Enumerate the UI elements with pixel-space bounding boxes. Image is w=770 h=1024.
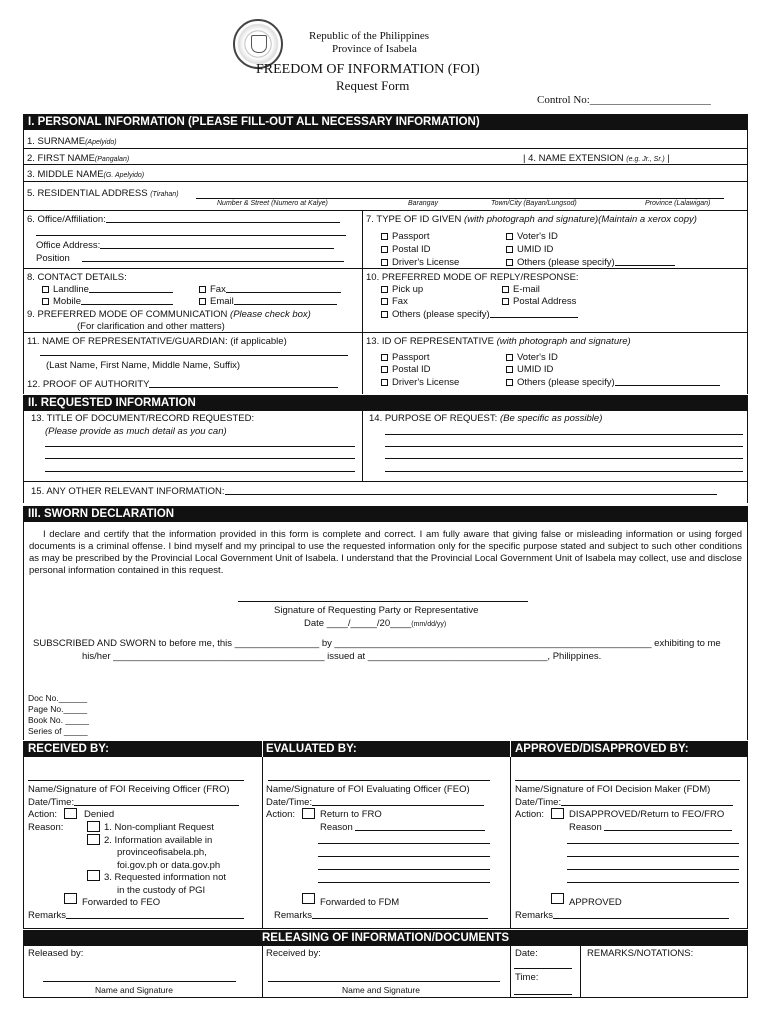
fdm-reason-line[interactable] [567, 869, 739, 870]
contact-label: 8. CONTACT DETAILS: [27, 272, 127, 283]
checkbox-icon [381, 233, 388, 240]
id-postal[interactable]: Postal ID [381, 244, 431, 255]
rep-id-others[interactable]: Others (please specify) [506, 377, 720, 388]
reason-2-label: 2. Information available in [104, 835, 213, 846]
form-subtitle: Request Form [336, 78, 410, 93]
fdm-signature-label: Name/Signature of FOI Decision Maker (FDM) [515, 784, 711, 795]
disapproved-checkbox[interactable] [551, 808, 564, 819]
approved-by-heading: APPROVED/DISAPPROVED BY: [515, 743, 689, 755]
rep-id-voters[interactable]: Voter's ID [506, 352, 558, 363]
return-fro-checkbox[interactable] [302, 808, 315, 819]
reason-3-sub: in the custody of PGI [117, 885, 206, 896]
rep-id-passport[interactable]: Passport [381, 352, 430, 363]
office-label[interactable]: 6. Office/Affiliation: [27, 214, 340, 225]
name-extension-label[interactable]: | 4. NAME EXTENSION (e.g. Jr., Sr.) | [523, 153, 670, 164]
reply-email[interactable]: E-mail [502, 284, 540, 295]
checkbox-icon [381, 366, 388, 373]
republic-line: Republic of the Philippines [309, 30, 430, 42]
rep-id-umid[interactable]: UMID ID [506, 364, 553, 375]
feo-signature-label: Name/Signature of FOI Evaluating Officer (FEO) [266, 784, 470, 795]
fdm-remarks[interactable]: Remarks [515, 910, 729, 921]
fax-field[interactable]: Fax [199, 284, 341, 295]
middle-name-label[interactable]: 3. MIDDLE NAME(G. Apelyido) [27, 169, 145, 180]
received-name-caption: Name and Signature [342, 985, 420, 995]
id-drivers-license[interactable]: Driver's License [381, 257, 459, 268]
sworn-line-2[interactable]: his/her ________________________________________ issued at __________________________________, Philippines. [82, 651, 602, 662]
first-name-label[interactable]: 2. FIRST NAME(Pangalan) [27, 153, 130, 164]
landline-field[interactable]: Landline [42, 284, 173, 295]
doc-title-hint: (Please provide as much detail as you can) [45, 426, 227, 437]
feo-datetime[interactable]: Date/Time: [266, 797, 484, 808]
form-title: FREEDOM OF INFORMATION (FOI) [256, 62, 480, 77]
release-time-label: Time: [515, 972, 539, 983]
doc-line[interactable] [45, 458, 355, 459]
surname-label[interactable]: 1. SURNAME(Apelyido) [27, 136, 117, 147]
office-address-label[interactable]: Office Address: [36, 240, 334, 251]
forward-fdm-checkbox[interactable] [302, 893, 315, 904]
denied-checkbox[interactable] [64, 808, 77, 819]
feo-reason-line[interactable] [318, 869, 490, 870]
series-of[interactable]: Series of _____ [28, 726, 88, 736]
checkbox-icon [381, 286, 388, 293]
reason-1-checkbox[interactable] [87, 821, 100, 832]
reply-others[interactable]: Others (please specify) [381, 309, 578, 320]
position-label[interactable]: Position [36, 253, 344, 264]
declaration-date[interactable]: Date ____/_____/20____(mm/dd/yy) [304, 618, 447, 629]
email-field[interactable]: Email [199, 296, 337, 307]
checkbox-icon [381, 259, 388, 266]
fro-action-label: Action: [28, 809, 58, 820]
reason-1-label: 1. Non-compliant Request [104, 822, 214, 833]
signature-caption: Signature of Requesting Party or Representative [274, 605, 479, 616]
reason-2-checkbox[interactable] [87, 834, 100, 845]
addr-street-caption: Number & Street (Numero at Kalye) [217, 200, 328, 207]
doc-title-label: 13. TITLE OF DOCUMENT/RECORD REQUESTED: [31, 413, 255, 424]
release-time-line[interactable] [514, 994, 572, 995]
feo-reason-line[interactable] [318, 856, 490, 857]
checkbox-icon [502, 286, 509, 293]
fdm-datetime[interactable]: Date/Time: [515, 797, 733, 808]
doc-line[interactable] [45, 471, 355, 472]
feo-reason-line[interactable] [318, 882, 490, 883]
book-no[interactable]: Book No. _____ [28, 715, 89, 725]
approved-checkbox[interactable] [551, 893, 564, 904]
id-umid[interactable]: UMID ID [506, 244, 553, 255]
address-label[interactable]: 5. RESIDENTIAL ADDRESS (Tirahan) [27, 188, 179, 199]
feo-reason[interactable]: Reason [320, 822, 485, 833]
province-line: Province of Isabela [332, 43, 417, 55]
feo-remarks[interactable]: Remarks [274, 910, 488, 921]
release-date-label: Date: [515, 948, 538, 959]
purpose-line[interactable] [385, 458, 743, 459]
reason-2-site-1: provinceofisabela.ph, [117, 847, 207, 858]
checkbox-icon [381, 298, 388, 305]
sworn-line-1[interactable]: SUBSCRIBED AND SWORN to before me, this ________________ by ____________________________________________________________ exhibiting to me [33, 638, 721, 649]
reply-postal[interactable]: Postal Address [502, 296, 576, 307]
section-personal-info: I. PERSONAL INFORMATION (PLEASE FILL-OUT ALL NECESSARY INFORMATION) [23, 114, 748, 130]
released-by-line[interactable] [43, 981, 236, 982]
reason-3-checkbox[interactable] [87, 870, 100, 881]
return-fro-label: Return to FRO [320, 809, 382, 820]
checkbox-icon [506, 259, 513, 266]
addr-city-caption: Town/City (Bayan/Lungsod) [491, 200, 577, 207]
section-sworn-declaration: III. SWORN DECLARATION [23, 506, 748, 522]
reply-pickup[interactable]: Pick up [381, 284, 423, 295]
checkbox-icon [506, 366, 513, 373]
other-info-label[interactable]: 15. ANY OTHER RELEVANT INFORMATION: [31, 486, 717, 497]
section-releasing: RELEASING OF INFORMATION/DOCUMENTS [23, 930, 748, 946]
doc-line[interactable] [45, 446, 355, 447]
rep-id-label: 13. ID OF REPRESENTATIVE (with photograph and signature) [366, 336, 631, 347]
mobile-field[interactable]: Mobile [42, 296, 173, 307]
fdm-reason-line[interactable] [567, 856, 739, 857]
comm-pref-label: 9. PREFERRED MODE OF COMMUNICATION (Please check box) [27, 309, 311, 320]
declaration-text: I declare and certify that the information provided in this form is complete and correct. I am fully aware that giving false or misleading information or using forged documents is a criminal offense. I bind myself and my principal to use the requested information only for the specific purpose stated and subject to such other conditions as may be prescribed by the Provincial Local Government Unit of Isabela. I understand that the Provincial Local Government Unit of Isabela may collect, use and disclose personal information contained in this request. [29, 529, 742, 576]
received-by-line[interactable] [268, 981, 500, 982]
reply-fax[interactable]: Fax [381, 296, 408, 307]
fdm-reason[interactable]: Reason [569, 822, 732, 833]
id-passport[interactable]: Passport [381, 231, 430, 242]
checkbox-icon [42, 298, 49, 305]
reason-2-site-2: foi.gov.ph or data.gov.ph [117, 860, 221, 871]
reply-pref-label: 10. PREFERRED MODE OF REPLY/RESPONSE: [366, 272, 579, 283]
evaluated-by-heading: EVALUATED BY: [266, 743, 357, 755]
page-no[interactable]: Page No._____ [28, 704, 88, 714]
fro-reason-label: Reason: [28, 822, 64, 833]
addr-prov-caption: Province (Lalawigan) [645, 200, 711, 207]
forward-feo-label: Forwarded to FEO [82, 897, 161, 908]
fdm-reason-line[interactable] [567, 882, 739, 883]
checkbox-icon [42, 286, 49, 293]
fro-remarks[interactable]: Remarks [28, 910, 244, 921]
remarks-notations-label: REMARKS/NOTATIONS: [587, 948, 694, 959]
fdm-reason-line[interactable] [567, 843, 739, 844]
fro-signature-label: Name/Signature of FOI Receiving Officer (FRO) [28, 784, 230, 795]
comm-pref-sub: (For clarification and other matters) [77, 321, 225, 332]
checkbox-icon [381, 354, 388, 361]
disapproved-label: DISAPPROVED/Return to FEO/FRO [569, 809, 725, 820]
rep-id-drivers[interactable]: Driver's License [381, 377, 459, 388]
checkbox-icon [506, 379, 513, 386]
addr-brgy-caption: Barangay [408, 200, 438, 207]
released-name-caption: Name and Signature [95, 985, 173, 995]
section-requested-info: II. REQUESTED INFORMATION [23, 395, 748, 411]
doc-no[interactable]: Doc No.______ [28, 693, 88, 703]
id-voters[interactable]: Voter's ID [506, 231, 558, 242]
rep-id-postal[interactable]: Postal ID [381, 364, 431, 375]
checkbox-icon [506, 354, 513, 361]
id-others[interactable]: Others (please specify) [506, 257, 675, 268]
id-type-label: 7. TYPE OF ID GIVEN (with photograph and signature)(Maintain a xerox copy) [366, 214, 697, 225]
purpose-line[interactable] [385, 446, 743, 447]
checkbox-icon [381, 379, 388, 386]
checkbox-icon [506, 246, 513, 253]
released-by-label: Released by: [28, 948, 84, 959]
checkbox-icon [502, 298, 509, 305]
checkbox-icon [199, 298, 206, 305]
fdm-action-label: Action: [515, 809, 545, 820]
reason-3-label: 3. Requested information not [104, 872, 226, 883]
purpose-line[interactable] [385, 471, 743, 472]
feo-action-label: Action: [266, 809, 296, 820]
feo-reason-line[interactable] [318, 843, 490, 844]
purpose-line[interactable] [385, 434, 743, 435]
checkbox-icon [506, 233, 513, 240]
checkbox-icon [199, 286, 206, 293]
forward-fdm-label: Forwarded to FDM [320, 897, 400, 908]
representative-sub: (Last Name, First Name, Middle Name, Suffix) [46, 360, 241, 371]
representative-label: 11. NAME OF REPRESENTATIVE/GUARDIAN: (if applicable) [27, 336, 287, 347]
proof-authority-label[interactable]: 12. PROOF OF AUTHORITY [27, 379, 338, 390]
forward-feo-checkbox[interactable] [64, 893, 77, 904]
control-no[interactable]: Control No:______________________ [537, 94, 711, 106]
checkbox-icon [381, 246, 388, 253]
checkbox-icon [381, 311, 388, 318]
purpose-label: 14. PURPOSE OF REQUEST: (Be specific as possible) [369, 413, 603, 424]
received-by-label: Received by: [266, 948, 321, 959]
approved-label: APPROVED [569, 897, 622, 908]
denied-label: Denied [84, 809, 115, 820]
fro-datetime[interactable]: Date/Time: [28, 797, 239, 808]
release-date-line[interactable] [514, 968, 572, 969]
received-by-heading: RECEIVED BY: [28, 743, 109, 755]
